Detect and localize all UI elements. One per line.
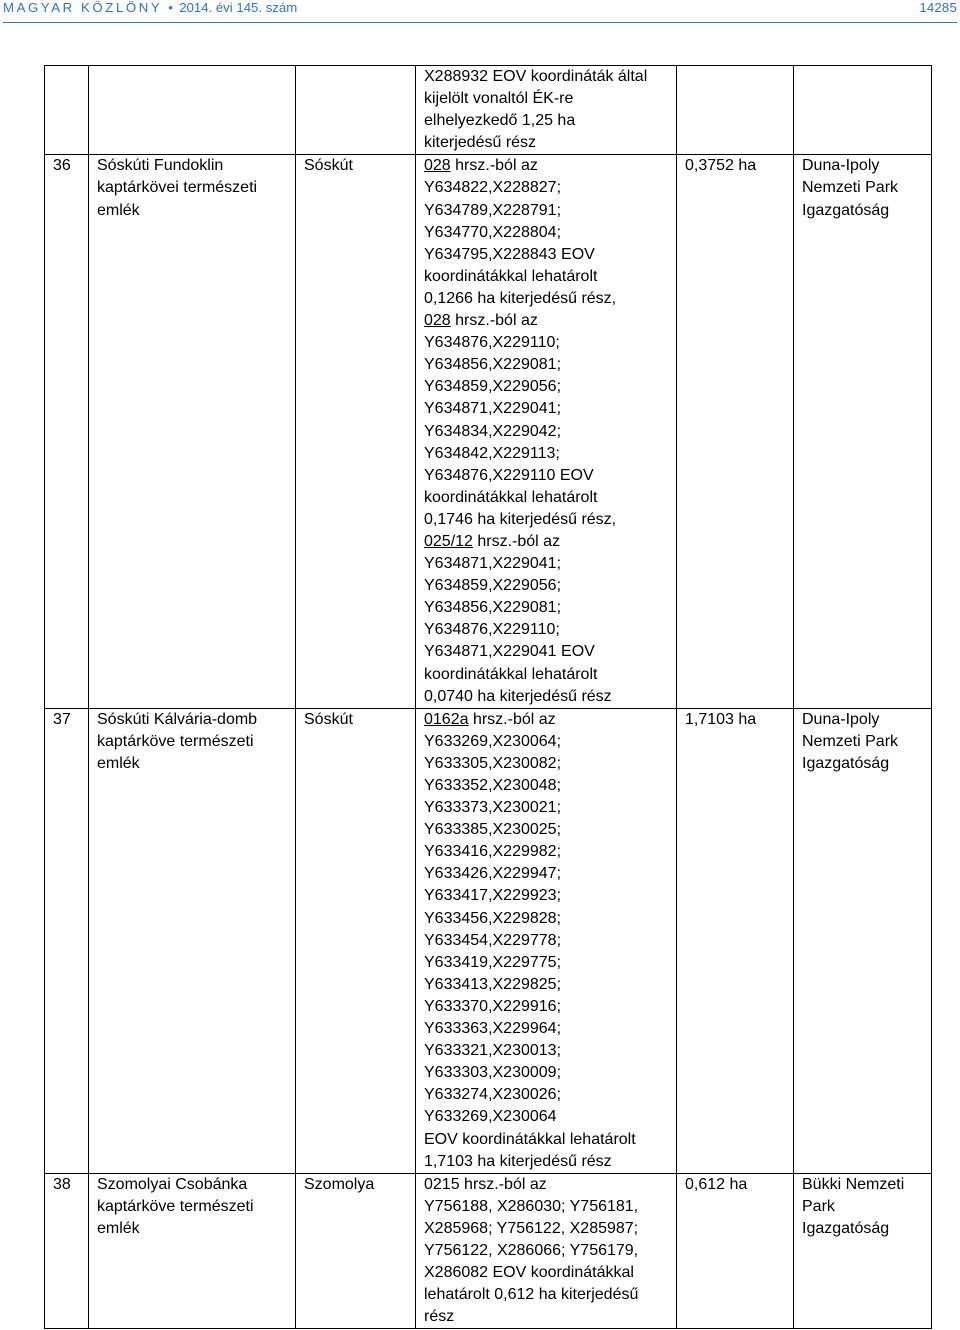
description-line bbox=[424, 908, 670, 930]
description-text: Y634795,X228843 EOV bbox=[424, 245, 595, 263]
table-row bbox=[45, 1173, 932, 1329]
site-name-line: emlék bbox=[97, 754, 140, 772]
description-line bbox=[424, 664, 670, 686]
description-text: 0,0740 ha kiterjedésű rész bbox=[424, 687, 612, 705]
description-line bbox=[424, 1018, 670, 1040]
description-text: hrsz.-ból az bbox=[450, 312, 538, 330]
description-text: 0,1746 ha kiterjedésű rész, bbox=[424, 510, 617, 528]
description-text: Y634871,X229041 EOV bbox=[424, 643, 595, 661]
site-name-line: kaptárköve természeti bbox=[97, 732, 254, 750]
description-line bbox=[424, 1262, 670, 1284]
description-text: Y633269,X230064; bbox=[424, 732, 562, 750]
description-text: Y634871,X229041; bbox=[424, 400, 562, 418]
description-text: Y634856,X229081; bbox=[424, 599, 562, 617]
authority-line: Park bbox=[802, 1197, 835, 1215]
cell-settlement bbox=[296, 708, 416, 1173]
cell-description bbox=[416, 708, 677, 1173]
description-text: koordinátákkal lehatárolt bbox=[424, 267, 598, 285]
description-line bbox=[424, 1129, 670, 1151]
description-line bbox=[424, 531, 670, 553]
site-name-line: kaptárkövei természeti bbox=[97, 179, 258, 197]
description-line bbox=[424, 885, 670, 907]
description-line bbox=[424, 1284, 670, 1306]
description-line bbox=[424, 686, 670, 708]
cell-description bbox=[416, 1173, 677, 1329]
description-line bbox=[424, 863, 670, 885]
description-text: Y756122, X286066; Y756179, bbox=[424, 1241, 639, 1259]
description-line bbox=[424, 177, 670, 199]
cell-authority bbox=[794, 66, 932, 155]
description-text: Y634859,X229056; bbox=[424, 577, 562, 595]
description-line bbox=[424, 974, 670, 996]
description-text: Y633274,X230026; bbox=[424, 1086, 562, 1104]
description-line bbox=[424, 244, 670, 266]
description-text: 0215 hrsz.-ból az bbox=[424, 1175, 547, 1193]
description-line: X288932 EOV koordináták által bbox=[424, 68, 648, 85]
description-line bbox=[424, 819, 670, 841]
page-number: 14285 bbox=[919, 0, 957, 15]
cell-number bbox=[45, 708, 89, 1173]
description-text: Y633417,X229923; bbox=[424, 887, 562, 905]
description-text: Y756188, X286030; Y756181, bbox=[424, 1197, 639, 1215]
cell-area bbox=[677, 155, 794, 708]
description-line bbox=[424, 775, 670, 797]
description-line bbox=[424, 310, 670, 332]
description-text: koordinátákkal lehatárolt bbox=[424, 665, 598, 683]
site-name-line: emlék bbox=[97, 201, 140, 219]
description-line bbox=[424, 222, 670, 244]
authority-line: Igazgatóság bbox=[802, 1219, 890, 1237]
description-line bbox=[424, 797, 670, 819]
cell-area bbox=[677, 66, 794, 155]
description-text: Y633373,X230021; bbox=[424, 799, 562, 817]
description-line bbox=[424, 155, 670, 177]
description-line bbox=[424, 376, 670, 398]
description-line bbox=[424, 930, 670, 952]
description-text: Y634871,X229041; bbox=[424, 555, 562, 573]
site-name-line: Sóskúti Kálvária-domb bbox=[97, 710, 258, 728]
cell-name bbox=[89, 155, 296, 708]
description-line bbox=[424, 619, 670, 641]
table-row bbox=[45, 708, 932, 1173]
authority-line: Duna-Ipoly bbox=[802, 710, 880, 728]
description-line bbox=[424, 354, 670, 376]
description-line bbox=[424, 753, 670, 775]
cell-name bbox=[89, 1173, 296, 1329]
description-text: hrsz.-ból az bbox=[468, 710, 556, 728]
description-line bbox=[424, 1218, 670, 1240]
description-line bbox=[424, 288, 670, 310]
bullet-separator: • bbox=[168, 0, 173, 15]
description-line bbox=[424, 1106, 670, 1128]
description-line bbox=[424, 200, 670, 222]
cell-authority bbox=[794, 1173, 932, 1329]
description-text: Y634834,X229042; bbox=[424, 422, 562, 440]
description-text: X286082 EOV koordinátákkal bbox=[424, 1264, 634, 1282]
description-text: Y634876,X229110 EOV bbox=[424, 466, 594, 484]
description-line bbox=[424, 1174, 670, 1196]
protected-sites-table bbox=[44, 65, 932, 1329]
settlement-name: Sóskút bbox=[304, 710, 353, 728]
continuation-row bbox=[45, 66, 932, 155]
description-line bbox=[424, 952, 670, 974]
description-text: Y633363,X229964; bbox=[424, 1020, 562, 1038]
description-text: 1,7103 ha kiterjedésű rész bbox=[424, 1152, 612, 1170]
description-line bbox=[424, 266, 670, 288]
description-text: Y634822,X228827; bbox=[424, 179, 562, 197]
authority-line: Bükki Nemzeti bbox=[802, 1175, 905, 1193]
description-line: elhelyezkedő 1,25 ha bbox=[424, 112, 576, 130]
cell-description bbox=[416, 155, 677, 708]
parcel-number: 028 bbox=[424, 157, 451, 175]
description-line bbox=[424, 443, 670, 465]
description-line: kiterjedésű rész bbox=[424, 134, 537, 152]
authority-line: Nemzeti Park bbox=[802, 732, 899, 750]
description-line bbox=[424, 1062, 670, 1084]
description-text: rész bbox=[424, 1308, 455, 1326]
cell-area bbox=[677, 708, 794, 1173]
area-value: 1,7103 ha bbox=[685, 710, 757, 728]
description-text: Y633454,X229778; bbox=[424, 931, 562, 949]
row-number: 36 bbox=[53, 157, 71, 175]
description-line bbox=[424, 597, 670, 619]
description-text: Y633269,X230064 bbox=[424, 1108, 557, 1126]
description-text: koordinátákkal lehatárolt bbox=[424, 488, 598, 506]
row-number: 38 bbox=[53, 1175, 71, 1193]
cell-number bbox=[45, 66, 89, 155]
description-line bbox=[424, 421, 670, 443]
description-text: Y634789,X228791; bbox=[424, 201, 562, 219]
cell-settlement bbox=[296, 155, 416, 708]
cell-settlement bbox=[296, 66, 416, 155]
cell-area bbox=[677, 1173, 794, 1329]
parcel-number: 025/12 bbox=[424, 532, 473, 550]
authority-line: Nemzeti Park bbox=[802, 179, 899, 197]
description-line bbox=[424, 487, 670, 509]
cell-description bbox=[416, 66, 677, 155]
description-line bbox=[424, 1084, 670, 1106]
description-line bbox=[424, 509, 670, 531]
description-text: Y634876,X229110; bbox=[424, 621, 560, 639]
cell-number bbox=[45, 1173, 89, 1329]
description-line bbox=[424, 465, 670, 487]
description-line bbox=[424, 996, 670, 1018]
description-text: Y633419,X229775; bbox=[424, 953, 562, 971]
settlement-name: Szomolya bbox=[304, 1175, 375, 1193]
description-line bbox=[424, 1040, 670, 1062]
area-value: 0,612 ha bbox=[685, 1175, 748, 1193]
cell-authority bbox=[794, 155, 932, 708]
description-text: Y633385,X230025; bbox=[424, 821, 562, 839]
cell-authority bbox=[794, 708, 932, 1173]
issue-label: 2014. évi 145. szám bbox=[179, 0, 298, 15]
description-text: Y633426,X229947; bbox=[424, 865, 562, 883]
description-line bbox=[424, 398, 670, 420]
description-text: Y634859,X229056; bbox=[424, 378, 562, 396]
description-text: Y633305,X230082; bbox=[424, 754, 562, 772]
description-text: Y634856,X229081; bbox=[424, 356, 562, 374]
description-text: Y633456,X229828; bbox=[424, 909, 562, 927]
description-line bbox=[424, 575, 670, 597]
cell-settlement bbox=[296, 1173, 416, 1329]
description-text: lehatárolt 0,612 ha kiterjedésű bbox=[424, 1286, 639, 1304]
description-text: Y633303,X230009; bbox=[424, 1064, 562, 1082]
description-line bbox=[424, 1240, 670, 1262]
description-line bbox=[424, 731, 670, 753]
description-line bbox=[424, 841, 670, 863]
description-line bbox=[424, 709, 670, 731]
description-line bbox=[424, 1306, 670, 1328]
description-text: Y634876,X229110; bbox=[424, 334, 560, 352]
authority-line: Igazgatóság bbox=[802, 754, 890, 772]
row-number: 37 bbox=[53, 710, 71, 728]
authority-line: Duna-Ipoly bbox=[802, 157, 880, 175]
description-text: X285968; Y756122, X285987; bbox=[424, 1219, 639, 1237]
site-name-line: kaptárköve természeti bbox=[97, 1197, 254, 1215]
site-name-line: Szomolyai Csobánka bbox=[97, 1175, 248, 1193]
authority-line: Igazgatóság bbox=[802, 201, 890, 219]
description-text: Y633352,X230048; bbox=[424, 777, 562, 794]
description-text: Y633370,X229916; bbox=[424, 997, 562, 1015]
description-text: hrsz.-ból az bbox=[450, 157, 538, 175]
header-left bbox=[3, 0, 297, 15]
description-text: Y633413,X229825; bbox=[424, 975, 562, 993]
table-row bbox=[45, 155, 932, 708]
description-text: EOV koordinátákkal lehatárolt bbox=[424, 1130, 636, 1148]
description-line bbox=[424, 1196, 670, 1218]
parcel-number: 028 bbox=[424, 312, 451, 330]
cell-number bbox=[45, 155, 89, 708]
journal-title: MAGYAR KÖZLÖNY bbox=[3, 0, 163, 15]
description-text: hrsz.-ból az bbox=[472, 532, 561, 550]
description-line: kijelölt vonaltól ÉK-re bbox=[424, 90, 574, 108]
description-text: Y633416,X229982; bbox=[424, 843, 562, 861]
description-text: 0,1266 ha kiterjedésű rész, bbox=[424, 289, 617, 307]
page-header bbox=[3, 0, 957, 20]
description-line bbox=[424, 332, 670, 354]
parcel-number: 0162a bbox=[424, 710, 469, 728]
site-name-line: emlék bbox=[97, 1219, 140, 1237]
description-line bbox=[424, 641, 670, 663]
area-value: 0,3752 ha bbox=[685, 157, 757, 175]
description-line bbox=[424, 1151, 670, 1173]
settlement-name: Sóskút bbox=[304, 157, 353, 175]
description-text: Y634842,X229113; bbox=[424, 444, 560, 462]
header-rule bbox=[3, 22, 957, 23]
description-text: Y633321,X230013; bbox=[424, 1042, 562, 1060]
description-text: Y634770,X228804; bbox=[424, 223, 562, 241]
cell-name bbox=[89, 66, 296, 155]
cell-name bbox=[89, 708, 296, 1173]
site-name-line: Sóskúti Fundoklin bbox=[97, 157, 224, 175]
description-line bbox=[424, 553, 670, 575]
